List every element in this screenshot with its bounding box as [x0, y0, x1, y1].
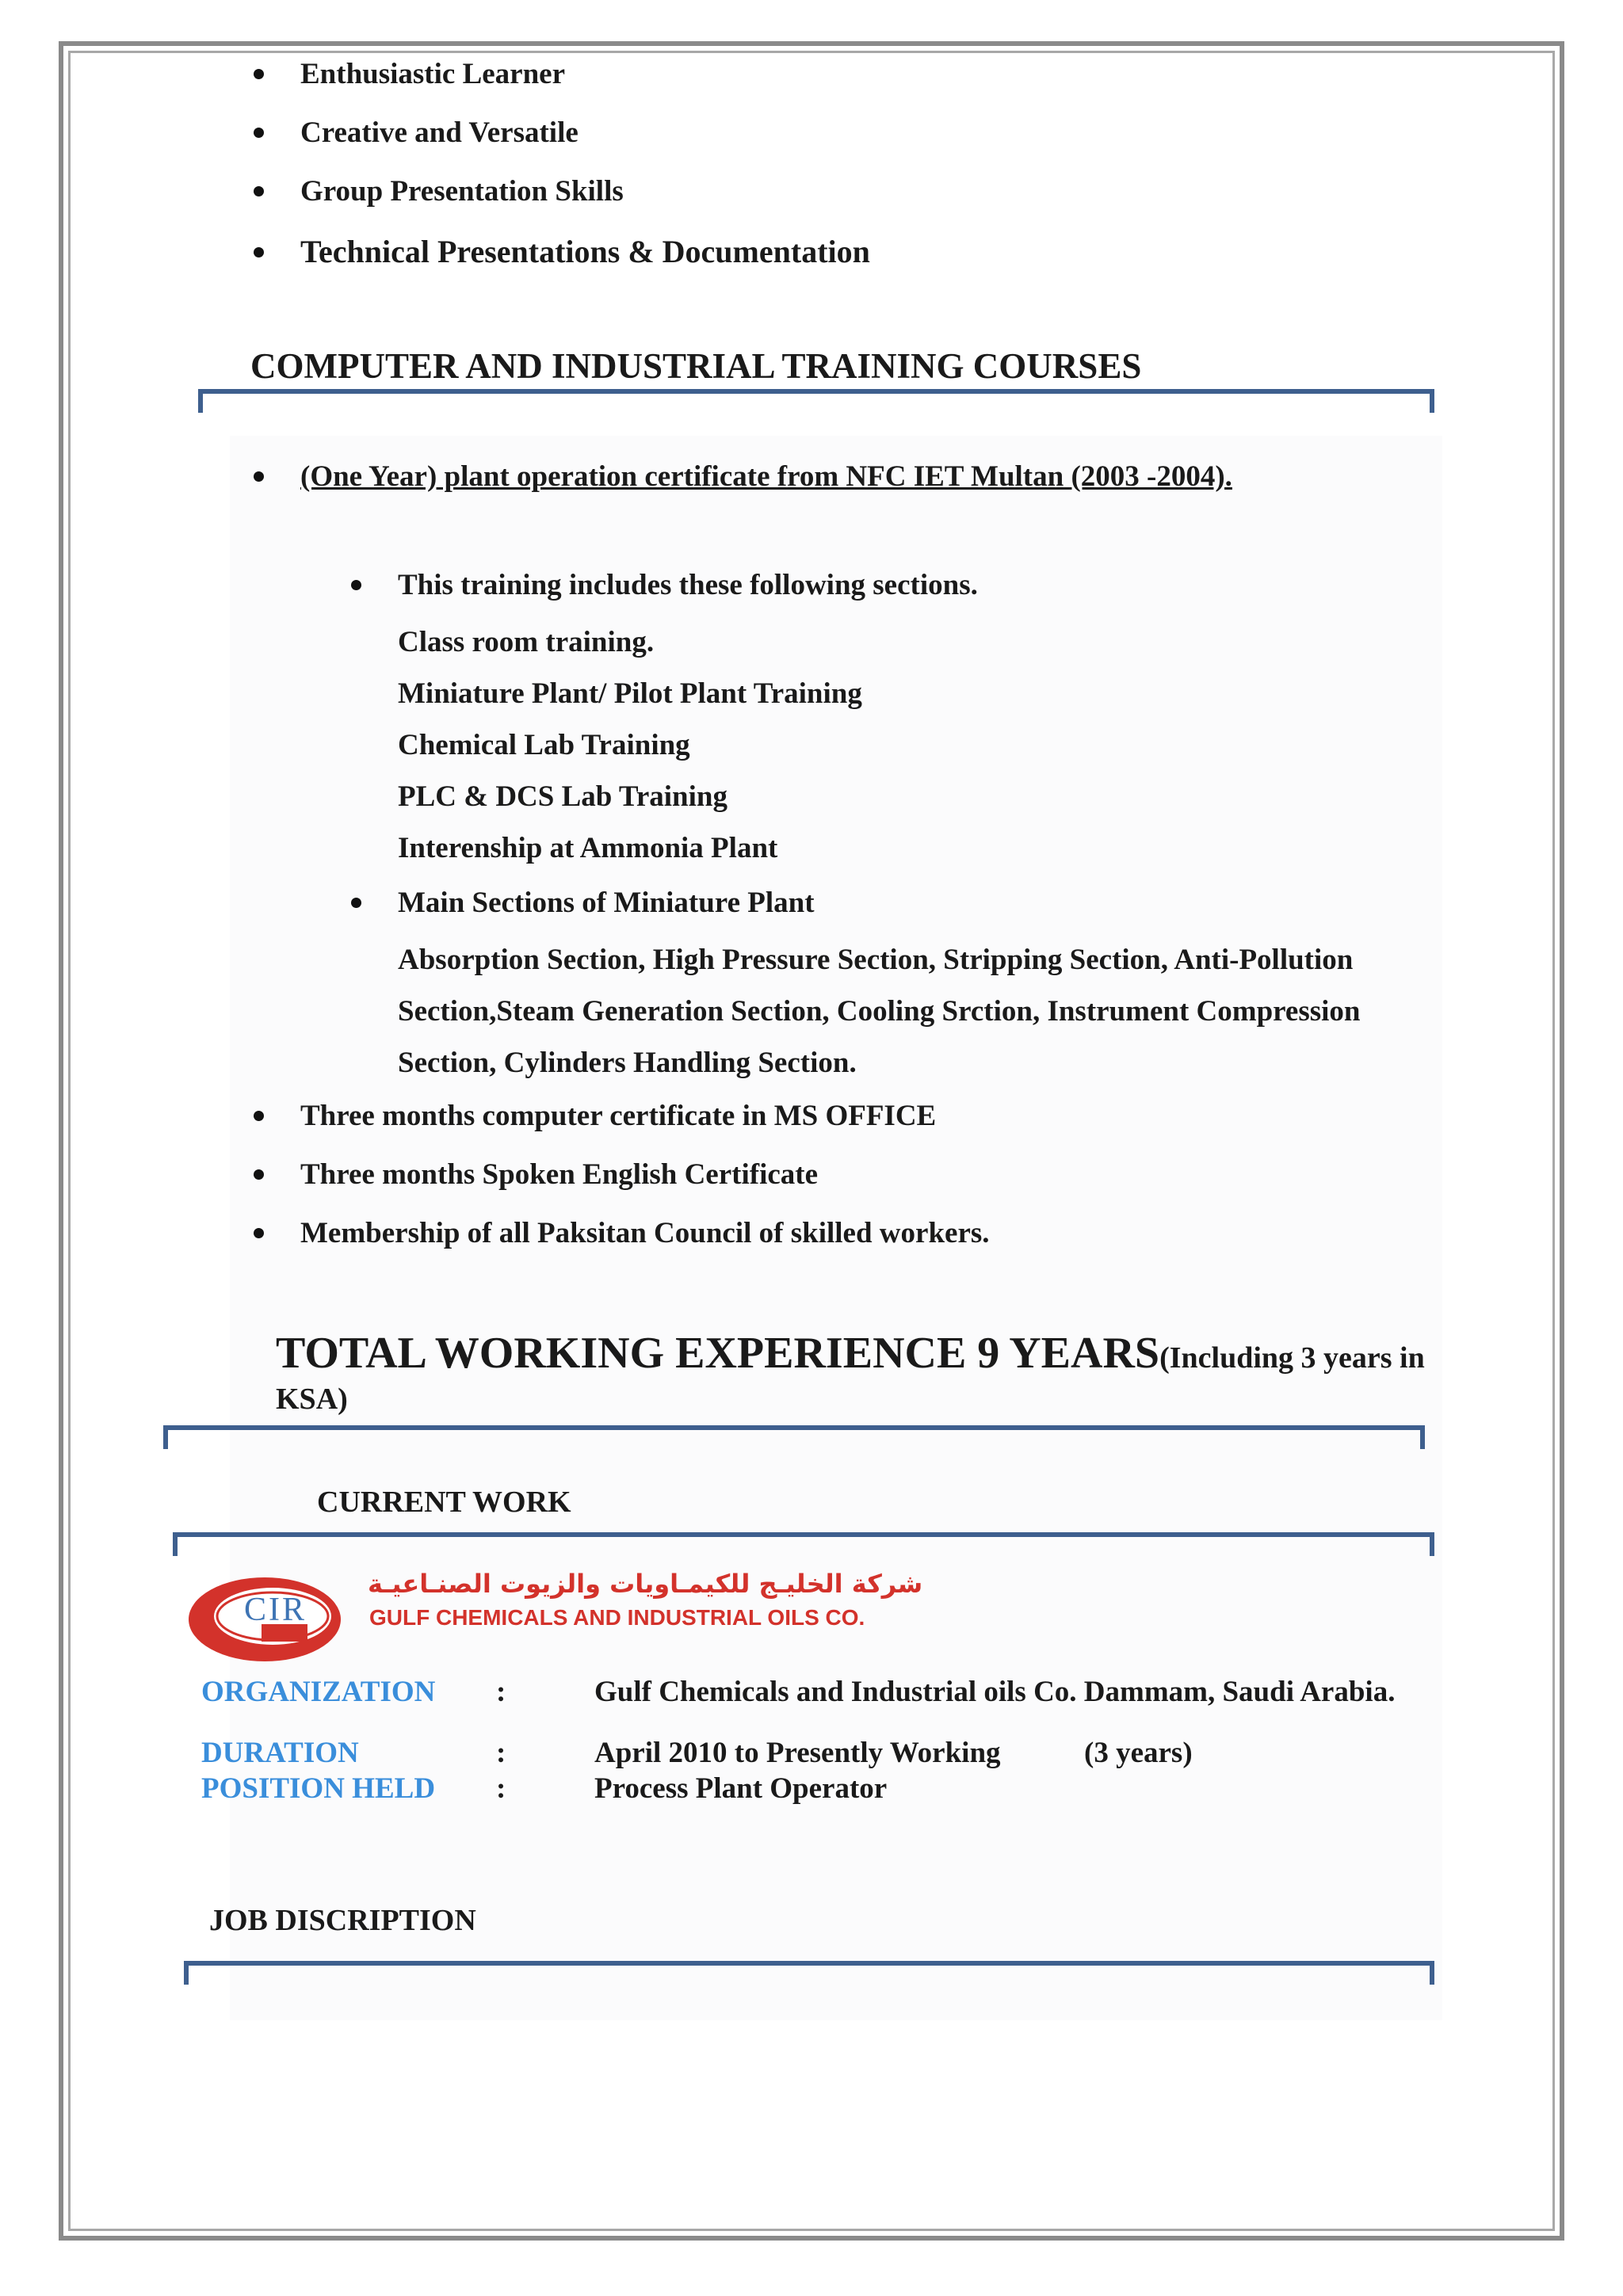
other-course: Three months computer certificate in MS OFFICE	[300, 1100, 937, 1132]
position-value: Process Plant Operator	[594, 1772, 888, 1805]
section-rule-tick	[184, 1961, 189, 1985]
training-section-item: PLC & DCS Lab Training	[398, 780, 727, 813]
section-rule-tick	[173, 1532, 178, 1556]
section-rule	[163, 1425, 1425, 1430]
main-course: (One Year) plant operation certificate from NFC IET Multan (2003 -2004).	[300, 460, 1232, 493]
bullet-icon	[254, 471, 264, 482]
separator: :	[496, 1676, 506, 1708]
training-section-item: Class room training.	[398, 626, 655, 658]
section-rule	[184, 1961, 1434, 1966]
section-rule-tick	[1420, 1425, 1425, 1449]
training-section-item: Miniature Plant/ Pilot Plant Training	[398, 677, 862, 710]
bullet-icon	[254, 186, 264, 196]
other-course: Membership of all Paksitan Council of skilled workers.	[300, 1217, 990, 1249]
bullet-icon	[254, 69, 264, 79]
other-course: Three months Spoken English Certificate	[300, 1158, 819, 1191]
separator: :	[496, 1737, 506, 1769]
experience-heading-note: (Including 3 years in	[1159, 1341, 1425, 1375]
skill-item: Creative and Versatile	[300, 116, 579, 149]
experience-heading	[276, 1328, 1425, 1379]
separator: :	[496, 1772, 506, 1805]
training-subheading: Main Sections of Miniature Plant	[398, 887, 815, 919]
training-section-item: Interenship at Ammonia Plant	[398, 832, 778, 864]
organization-value: Gulf Chemicals and Industrial oils Co. Dammam, Saudi Arabia.	[594, 1676, 1396, 1708]
section-rule-tick	[1430, 1532, 1434, 1556]
section-rule	[198, 389, 1434, 394]
miniature-sections-line: Absorption Section, High Pressure Section, Stripping Section, Anti-Pollution	[398, 944, 1354, 976]
miniature-sections-line: Section, Cylinders Handling Section.	[398, 1047, 857, 1079]
training-section-item: Chemical Lab Training	[398, 729, 690, 761]
logo-arabic-name: شركة الخليـج للكيمـاويات والزيوت الصنـاعيـة	[368, 1569, 923, 1599]
bullet-icon	[254, 1228, 264, 1238]
duration-label: DURATION	[201, 1737, 359, 1769]
bullet-icon	[254, 1111, 264, 1121]
bullet-icon	[254, 128, 264, 138]
company-logo	[184, 1569, 923, 1664]
section-rule-tick	[198, 389, 203, 413]
section-rule	[173, 1532, 1434, 1537]
bullet-icon	[351, 898, 361, 908]
skill-item: Group Presentation Skills	[300, 175, 624, 208]
bullet-icon	[254, 247, 264, 257]
training-subheading: This training includes these following sections.	[398, 569, 978, 601]
bullet-icon	[351, 580, 361, 590]
section-rule-tick	[1430, 1961, 1434, 1985]
skill-item: Enthusiastic Learner	[300, 58, 566, 90]
bullet-icon	[254, 1169, 264, 1180]
skill-item: Technical Presentations & Documentation	[300, 234, 870, 269]
logo-letters: CIR	[244, 1592, 307, 1628]
position-label: POSITION HELD	[201, 1772, 436, 1805]
job-description-heading: JOB DISCRIPTION	[209, 1904, 476, 1937]
organization-label: ORGANIZATION	[201, 1676, 436, 1708]
section-rule-tick	[163, 1425, 168, 1449]
experience-heading-note-cont: KSA)	[276, 1383, 348, 1416]
training-heading: COMPUTER AND INDUSTRIAL TRAINING COURSES	[250, 346, 1142, 386]
experience-heading-main: TOTAL WORKING EXPERIENCE 9 YEARS	[276, 1329, 1160, 1378]
miniature-sections-line: Section,Steam Generation Section, Cooling Srction, Instrument Compression	[398, 995, 1361, 1028]
duration-value: April 2010 to Presently Working	[594, 1737, 1001, 1769]
current-work-heading: CURRENT WORK	[317, 1486, 571, 1519]
duration-years: (3 years)	[1084, 1737, 1193, 1769]
section-rule-tick	[1430, 389, 1434, 413]
logo-english-name: GULF CHEMICALS AND INDUSTRIAL OILS CO.	[369, 1605, 865, 1630]
